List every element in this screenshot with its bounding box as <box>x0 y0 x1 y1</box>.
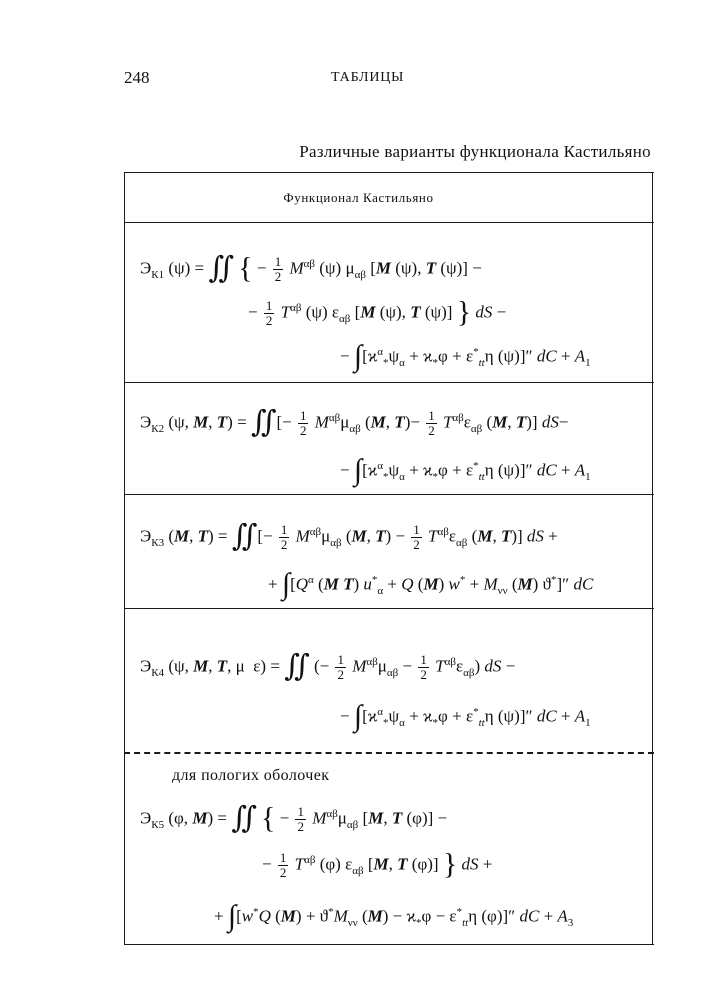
row-divider <box>124 494 654 495</box>
formula-line: − $\frac{1}{2}$ $T^{\alpha\beta}$ (ψ) $\varepsilon_{\alpha\beta}$ [M (ψ), T (ψ)] } dS − <box>248 295 507 329</box>
running-head: ТАБЛИЦЫ <box>331 70 405 85</box>
header-bottom-rule <box>124 222 654 223</box>
row-divider <box>124 608 654 609</box>
formula-line: $Э_{К5}$ (φ, M) = ∬ { − $\frac{1}{2}$ $M^{\alpha\beta}\mu_{\alpha\beta}$ [M, T (φ)] − <box>140 801 448 835</box>
column-header: Функционал Кастильяно <box>283 190 434 205</box>
table-caption: Различные варианты функционала Кастильяно <box>299 142 651 161</box>
formula-line: − $\frac{1}{2}$ $T^{\alpha\beta}$ (φ) $\varepsilon_{\alpha\beta}$ [M, T (φ)] } dS + <box>262 847 493 881</box>
formula-line: − $\int[ϰ^\alpha_*\psi_\alpha + ϰ_*\varphi + \varepsilon^*_{tt}\eta$ (ψ)]″ dC + $A_1$ <box>340 453 591 487</box>
formula-line: + ∫[w*Q $(M) + ϑ^*M_{\nu\nu}$ $(M) - ϰ_*\varphi - \varepsilon^*_{tt}\eta$ (φ)]″ dC + $A_3$ <box>214 899 574 933</box>
table-bottom-rule <box>124 944 654 945</box>
row-divider <box>124 382 654 383</box>
formula-line: + $\int[Q^\alpha$ (M T) $u^*_\alpha + Q$ (M) $w^* + M_{\nu\nu}$ (M) ϑ*]″ dC <box>268 567 594 601</box>
formula-line: $Э_{К4}$ (ψ, M, T, μ ε) = ∬ (− $\frac{1}{2}$ $M^{\alpha\beta}\mu_{\alpha\beta}$ − $\frac{1}{2}$ $T^{\alpha\beta}\varepsilon_{\alpha\beta}$) dS − <box>140 649 516 683</box>
formula-line: $Э_{К1}$ (ψ) = ∬ { − $\frac{1}{2}$ $M^{\alpha\beta}$ (ψ) $\mu_{\alpha\beta}$ [M (ψ), T (ψ)] − <box>140 251 482 285</box>
formula-line: $Э_{К3}$ (M, T) = ∬[− $\frac{1}{2}$ $M^{\alpha\beta}\mu_{\alpha\beta}$ (M, T) − $\frac{1}{2}$ $T^{\alpha\beta}\varepsilon_{\alpha\beta}$ (M, T)] dS + <box>140 519 558 553</box>
table-top-rule <box>124 172 654 173</box>
row-note: для пологих оболочек <box>172 767 330 784</box>
row-divider-dashed <box>124 752 654 754</box>
page-number: 248 <box>124 68 150 87</box>
formula-line: $Э_{К2}$ (ψ, M, T) = ∬[− $\frac{1}{2}$ $M^{\alpha\beta}\mu_{\alpha\beta}$ (M, T)− $\frac{1}{2}$ $T^{\alpha\beta}\varepsilon_{\alpha\beta}$ (M, T)] dS− <box>140 405 569 439</box>
formula-line: − $\int[ϰ^\alpha_*\psi_\alpha + ϰ_*\varphi + \varepsilon^*_{tt}\eta$ (ψ)]″ dC + $A_1$ <box>340 699 591 733</box>
table-right-rule <box>652 172 653 944</box>
table-left-rule <box>124 172 125 944</box>
formula-line: − $\int[ϰ^\alpha_*\psi_\alpha + ϰ_*\varphi + \varepsilon^*_{tt}\eta$ (ψ)]″ dC + $A_1$ <box>340 339 591 373</box>
